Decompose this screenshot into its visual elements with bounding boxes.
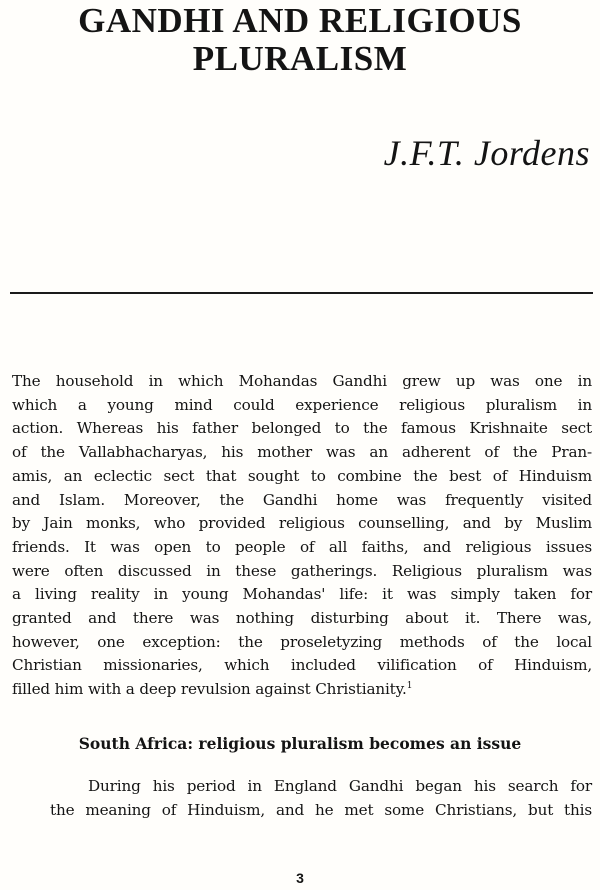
page-number: 3 (296, 870, 304, 886)
author-name: J.F.T. Jordens (383, 133, 590, 173)
text-line: by Jain monks, who provided religious counselling, and by Muslim (12, 514, 592, 533)
text-line: friends. It was open to people of all faiths, and religious issues (12, 537, 592, 556)
text-line: of the Vallabhacharyas, his mother was an adherent of the Pran- (12, 443, 592, 462)
text-line: were often discussed in these gatherings. Religious pluralism was (12, 561, 592, 580)
paragraph-1 (12, 370, 592, 702)
text-line: a living reality in young Mohandas' life: it was simply taken for (12, 585, 592, 604)
text-line: however, one exception: the proseletyzing methods of the local (12, 632, 592, 651)
text-line: During his period in England Gandhi began his search for (88, 777, 592, 795)
text-line-last (12, 678, 592, 702)
text-line: which a young mind could experience religious pluralism in (12, 395, 592, 414)
chapter-title-line-2: PLURALISM (192, 39, 408, 78)
title-divider (10, 292, 593, 294)
text-line: The household in which Mohandas Gandhi grew up was one in (12, 372, 592, 390)
text-line: granted and there was nothing disturbing about it. There was, (12, 609, 592, 628)
text-line-content: filled him with a deep revulsion against Christianity. (12, 680, 407, 699)
footnote-reference: 1 (406, 681, 413, 692)
text-line: amis, an eclectic sect that sought to combine the best of Hinduism (12, 466, 592, 485)
text-line: the meaning of Hinduism, and he met some Christians, but this (50, 800, 592, 819)
chapter-title (0, 2, 600, 78)
text-line: Christian missionaries, which included vilification of Hinduism, (12, 656, 592, 675)
chapter-title-line-1: GANDHI AND RELIGIOUS (78, 1, 522, 40)
text-line: action. Whereas his father belonged to the famous Krishnaite sect (12, 419, 592, 438)
section-heading: South Africa: religious pluralism becomes an issue (78, 734, 522, 753)
text-line: and Islam. Moreover, the Gandhi home was frequently visited (12, 490, 592, 509)
paragraph-2 (12, 775, 592, 822)
